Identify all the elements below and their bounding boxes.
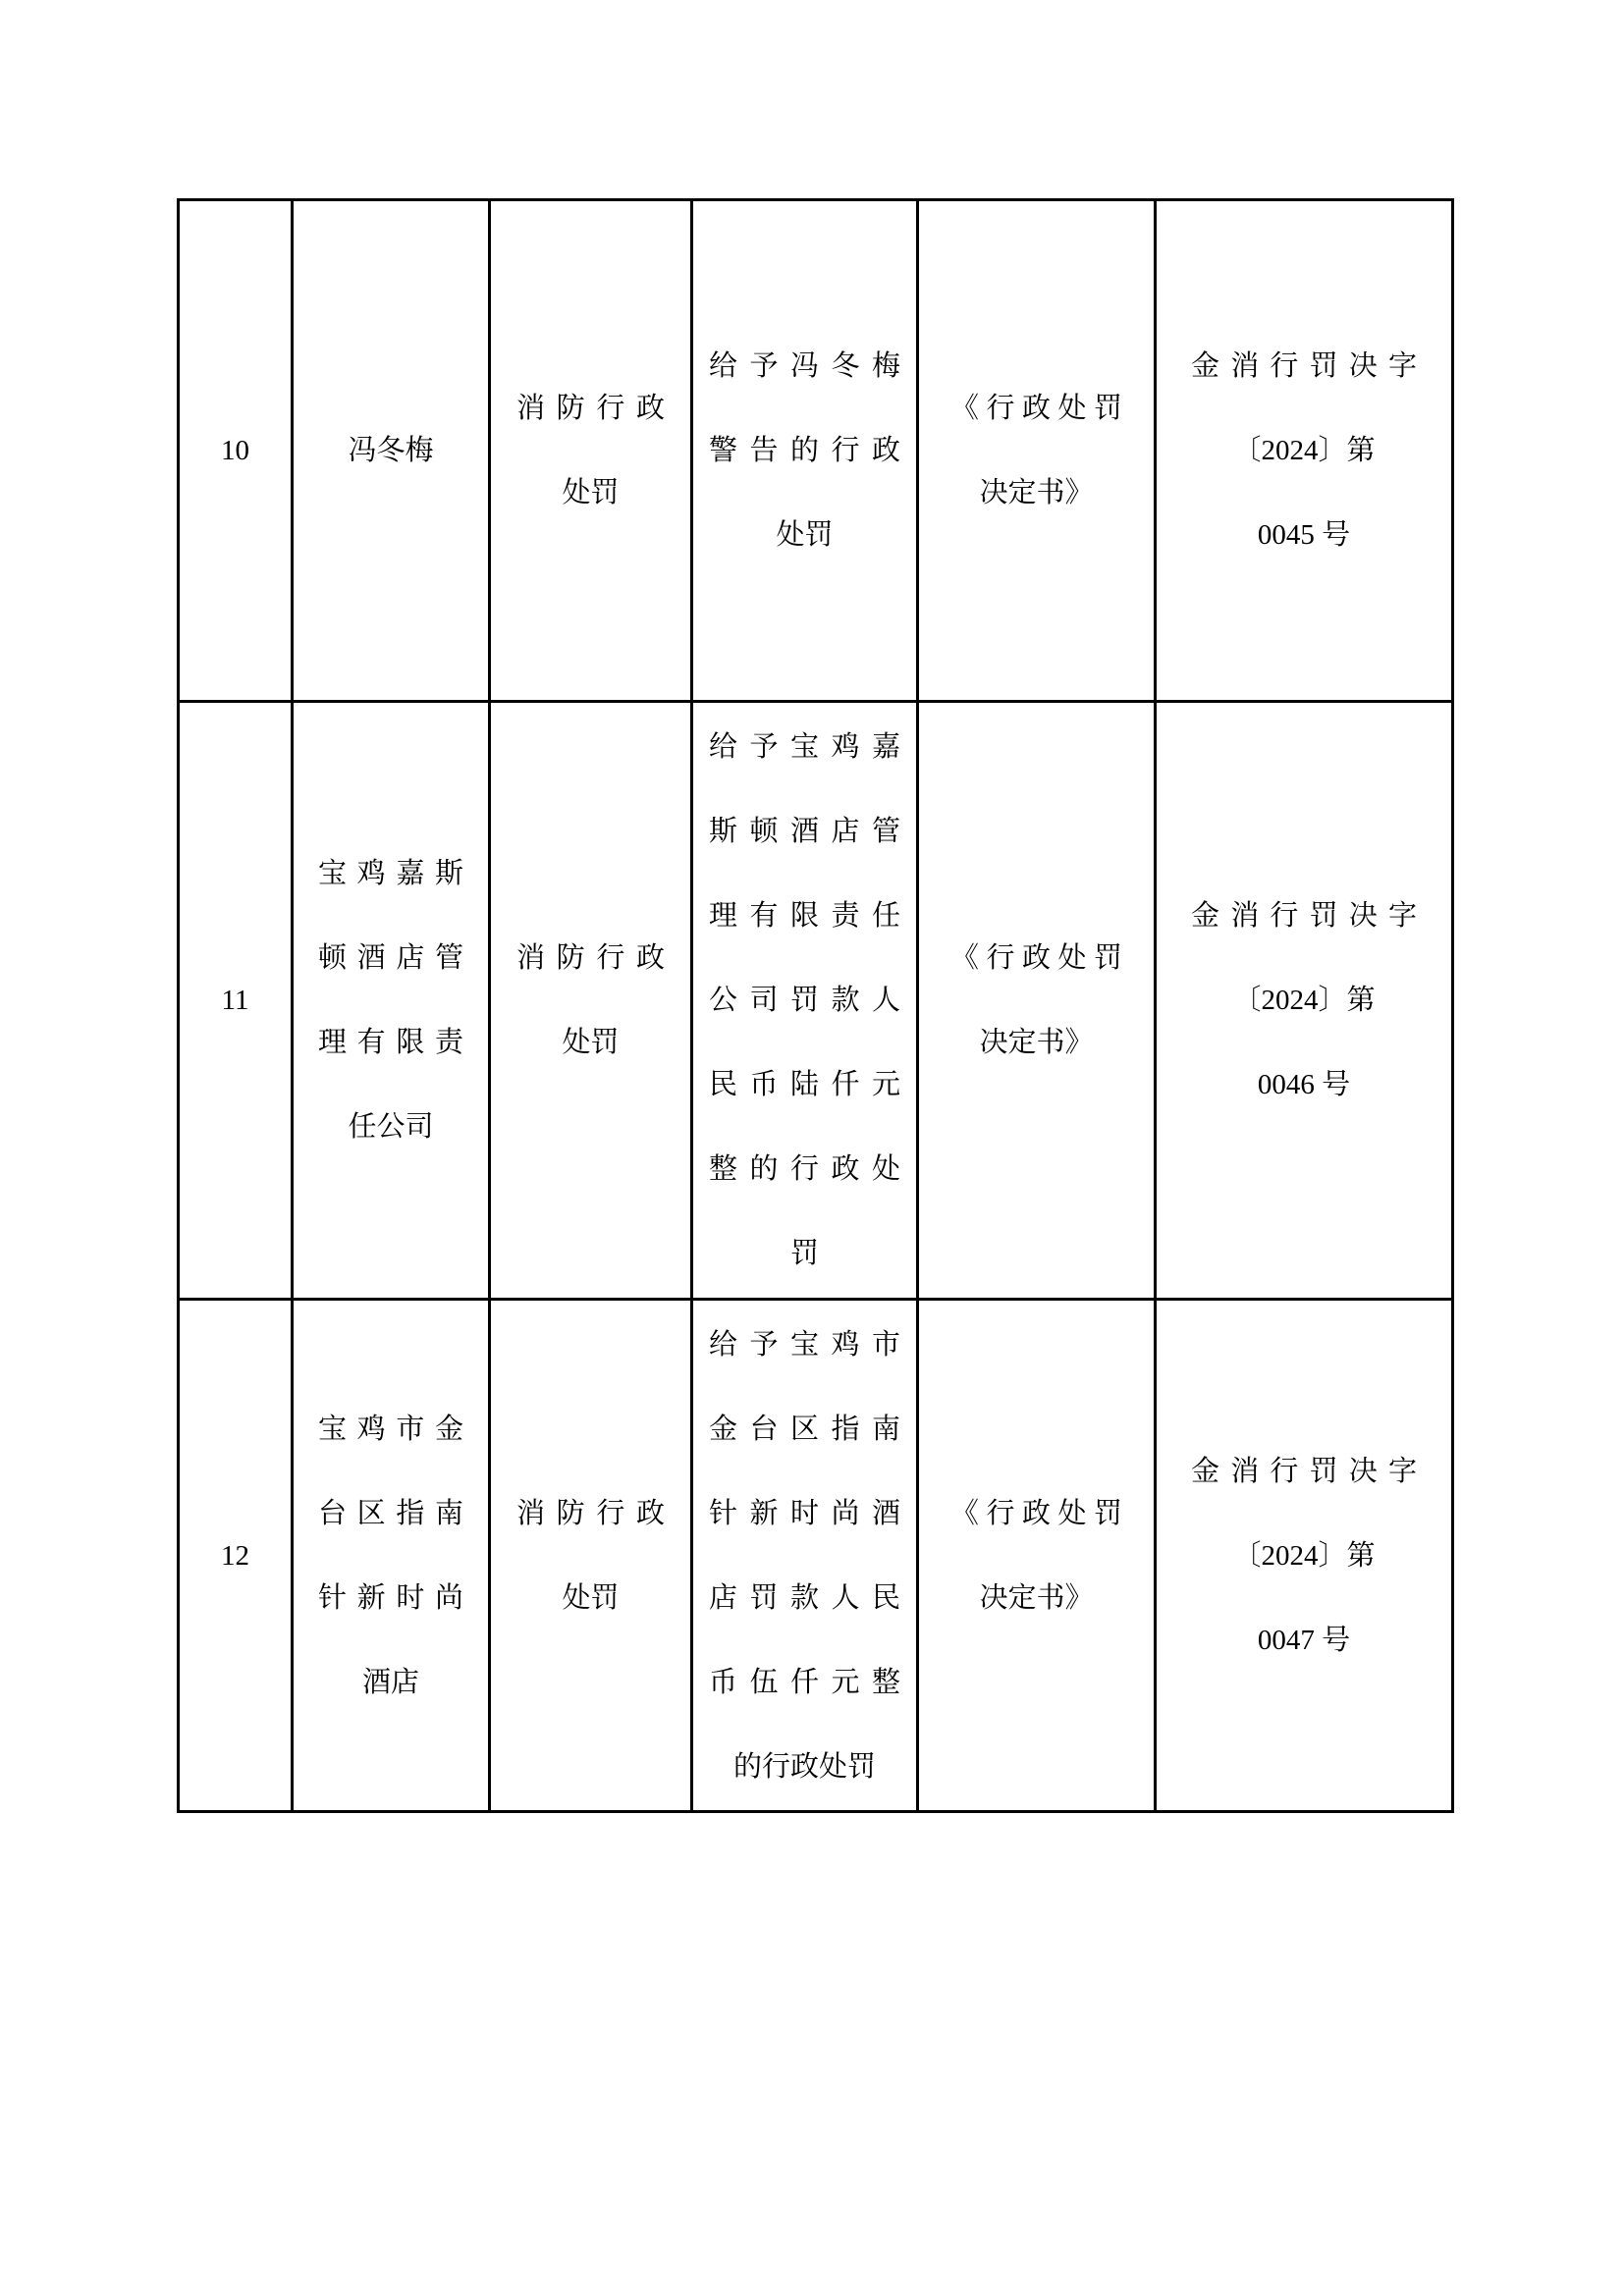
text-line: 给予宝鸡嘉 — [709, 731, 900, 763]
text-line: 整的行政处 — [709, 1153, 900, 1185]
text-line: 针新时尚酒 — [709, 1497, 900, 1529]
row-10-cell-document — [919, 201, 1157, 703]
text-line: 决定书》 — [979, 1581, 1094, 1614]
text-line: 11 — [221, 985, 249, 1016]
row-11-cell-party — [294, 703, 491, 1301]
row-12-cell-document-no — [1157, 1301, 1454, 1813]
text-line: 消防行政 — [516, 393, 665, 424]
text-line: 金台区指南 — [709, 1413, 900, 1445]
text-line: 店罚款人民 — [709, 1581, 900, 1614]
text-line: 台区指南 — [318, 1497, 463, 1529]
text-line: 〔2024〕第 — [1232, 1539, 1376, 1572]
text-line: 消防行政 — [516, 1497, 665, 1529]
text-line: 针新时尚 — [318, 1581, 463, 1614]
text-line: 决定书》 — [979, 1027, 1094, 1058]
row-10-cell-penalty-type — [491, 201, 693, 703]
row-11-cell-no — [180, 703, 294, 1301]
text-line: 酒店 — [361, 1666, 419, 1698]
text-line: 冯冬梅 — [348, 435, 434, 466]
text-line: 处罚 — [562, 477, 620, 508]
text-line: 顿酒店管 — [318, 942, 463, 974]
row-12-cell-penalty-content — [693, 1301, 919, 1813]
text-line: 金消行罚决字 — [1191, 900, 1417, 932]
text-line: 警告的行政 — [709, 435, 900, 466]
row-10-cell-party — [294, 201, 491, 703]
text-line: 0047 号 — [1257, 1624, 1351, 1656]
text-line: 〔2024〕第 — [1232, 435, 1376, 466]
penalty-table — [177, 198, 1454, 1813]
row-12-cell-no — [180, 1301, 294, 1813]
text-line: 处罚 — [776, 519, 834, 551]
text-line: 0045 号 — [1257, 519, 1351, 551]
row-11-cell-document — [919, 703, 1157, 1301]
row-10-cell-document-no — [1157, 201, 1454, 703]
text-line: 的行政处罚 — [732, 1750, 876, 1783]
text-line: 0046 号 — [1257, 1069, 1351, 1100]
text-line: 币伍仟元整 — [709, 1666, 900, 1698]
row-11-cell-document-no — [1157, 703, 1454, 1301]
text-line: 罚 — [789, 1238, 819, 1269]
row-11-cell-penalty-content — [693, 703, 919, 1301]
text-line: 《行政处罚 — [950, 942, 1122, 974]
text-line: 12 — [221, 1539, 249, 1572]
text-line: 任公司 — [348, 1111, 434, 1143]
text-line: 理有限责 — [318, 1027, 463, 1058]
text-line: 宝鸡市金 — [318, 1413, 463, 1445]
text-line: 理有限责任 — [709, 900, 900, 932]
row-12-cell-penalty-type — [491, 1301, 693, 1813]
text-line: 10 — [221, 435, 249, 466]
row-10-cell-penalty-content — [693, 201, 919, 703]
text-line: 处罚 — [562, 1581, 620, 1614]
text-line: 民币陆仟元 — [709, 1069, 900, 1100]
text-line: 处罚 — [562, 1027, 620, 1058]
text-line: 决定书》 — [979, 477, 1094, 508]
row-12-cell-document — [919, 1301, 1157, 1813]
text-line: 〔2024〕第 — [1232, 985, 1376, 1016]
row-12-cell-party — [294, 1301, 491, 1813]
text-line: 斯顿酒店管 — [709, 816, 900, 847]
text-line: 金消行罚决字 — [1191, 1455, 1417, 1487]
text-line: 《行政处罚 — [950, 393, 1122, 424]
text-line: 给予宝鸡市 — [709, 1328, 900, 1361]
text-line: 给予冯冬梅 — [709, 350, 900, 382]
text-line: 消防行政 — [516, 942, 665, 974]
row-11-cell-penalty-type — [491, 703, 693, 1301]
text-line: 宝鸡嘉斯 — [318, 858, 463, 889]
text-line: 金消行罚决字 — [1191, 350, 1417, 382]
row-10-cell-no — [180, 201, 294, 703]
text-line: 公司罚款人 — [709, 985, 900, 1016]
text-line: 《行政处罚 — [950, 1497, 1122, 1529]
